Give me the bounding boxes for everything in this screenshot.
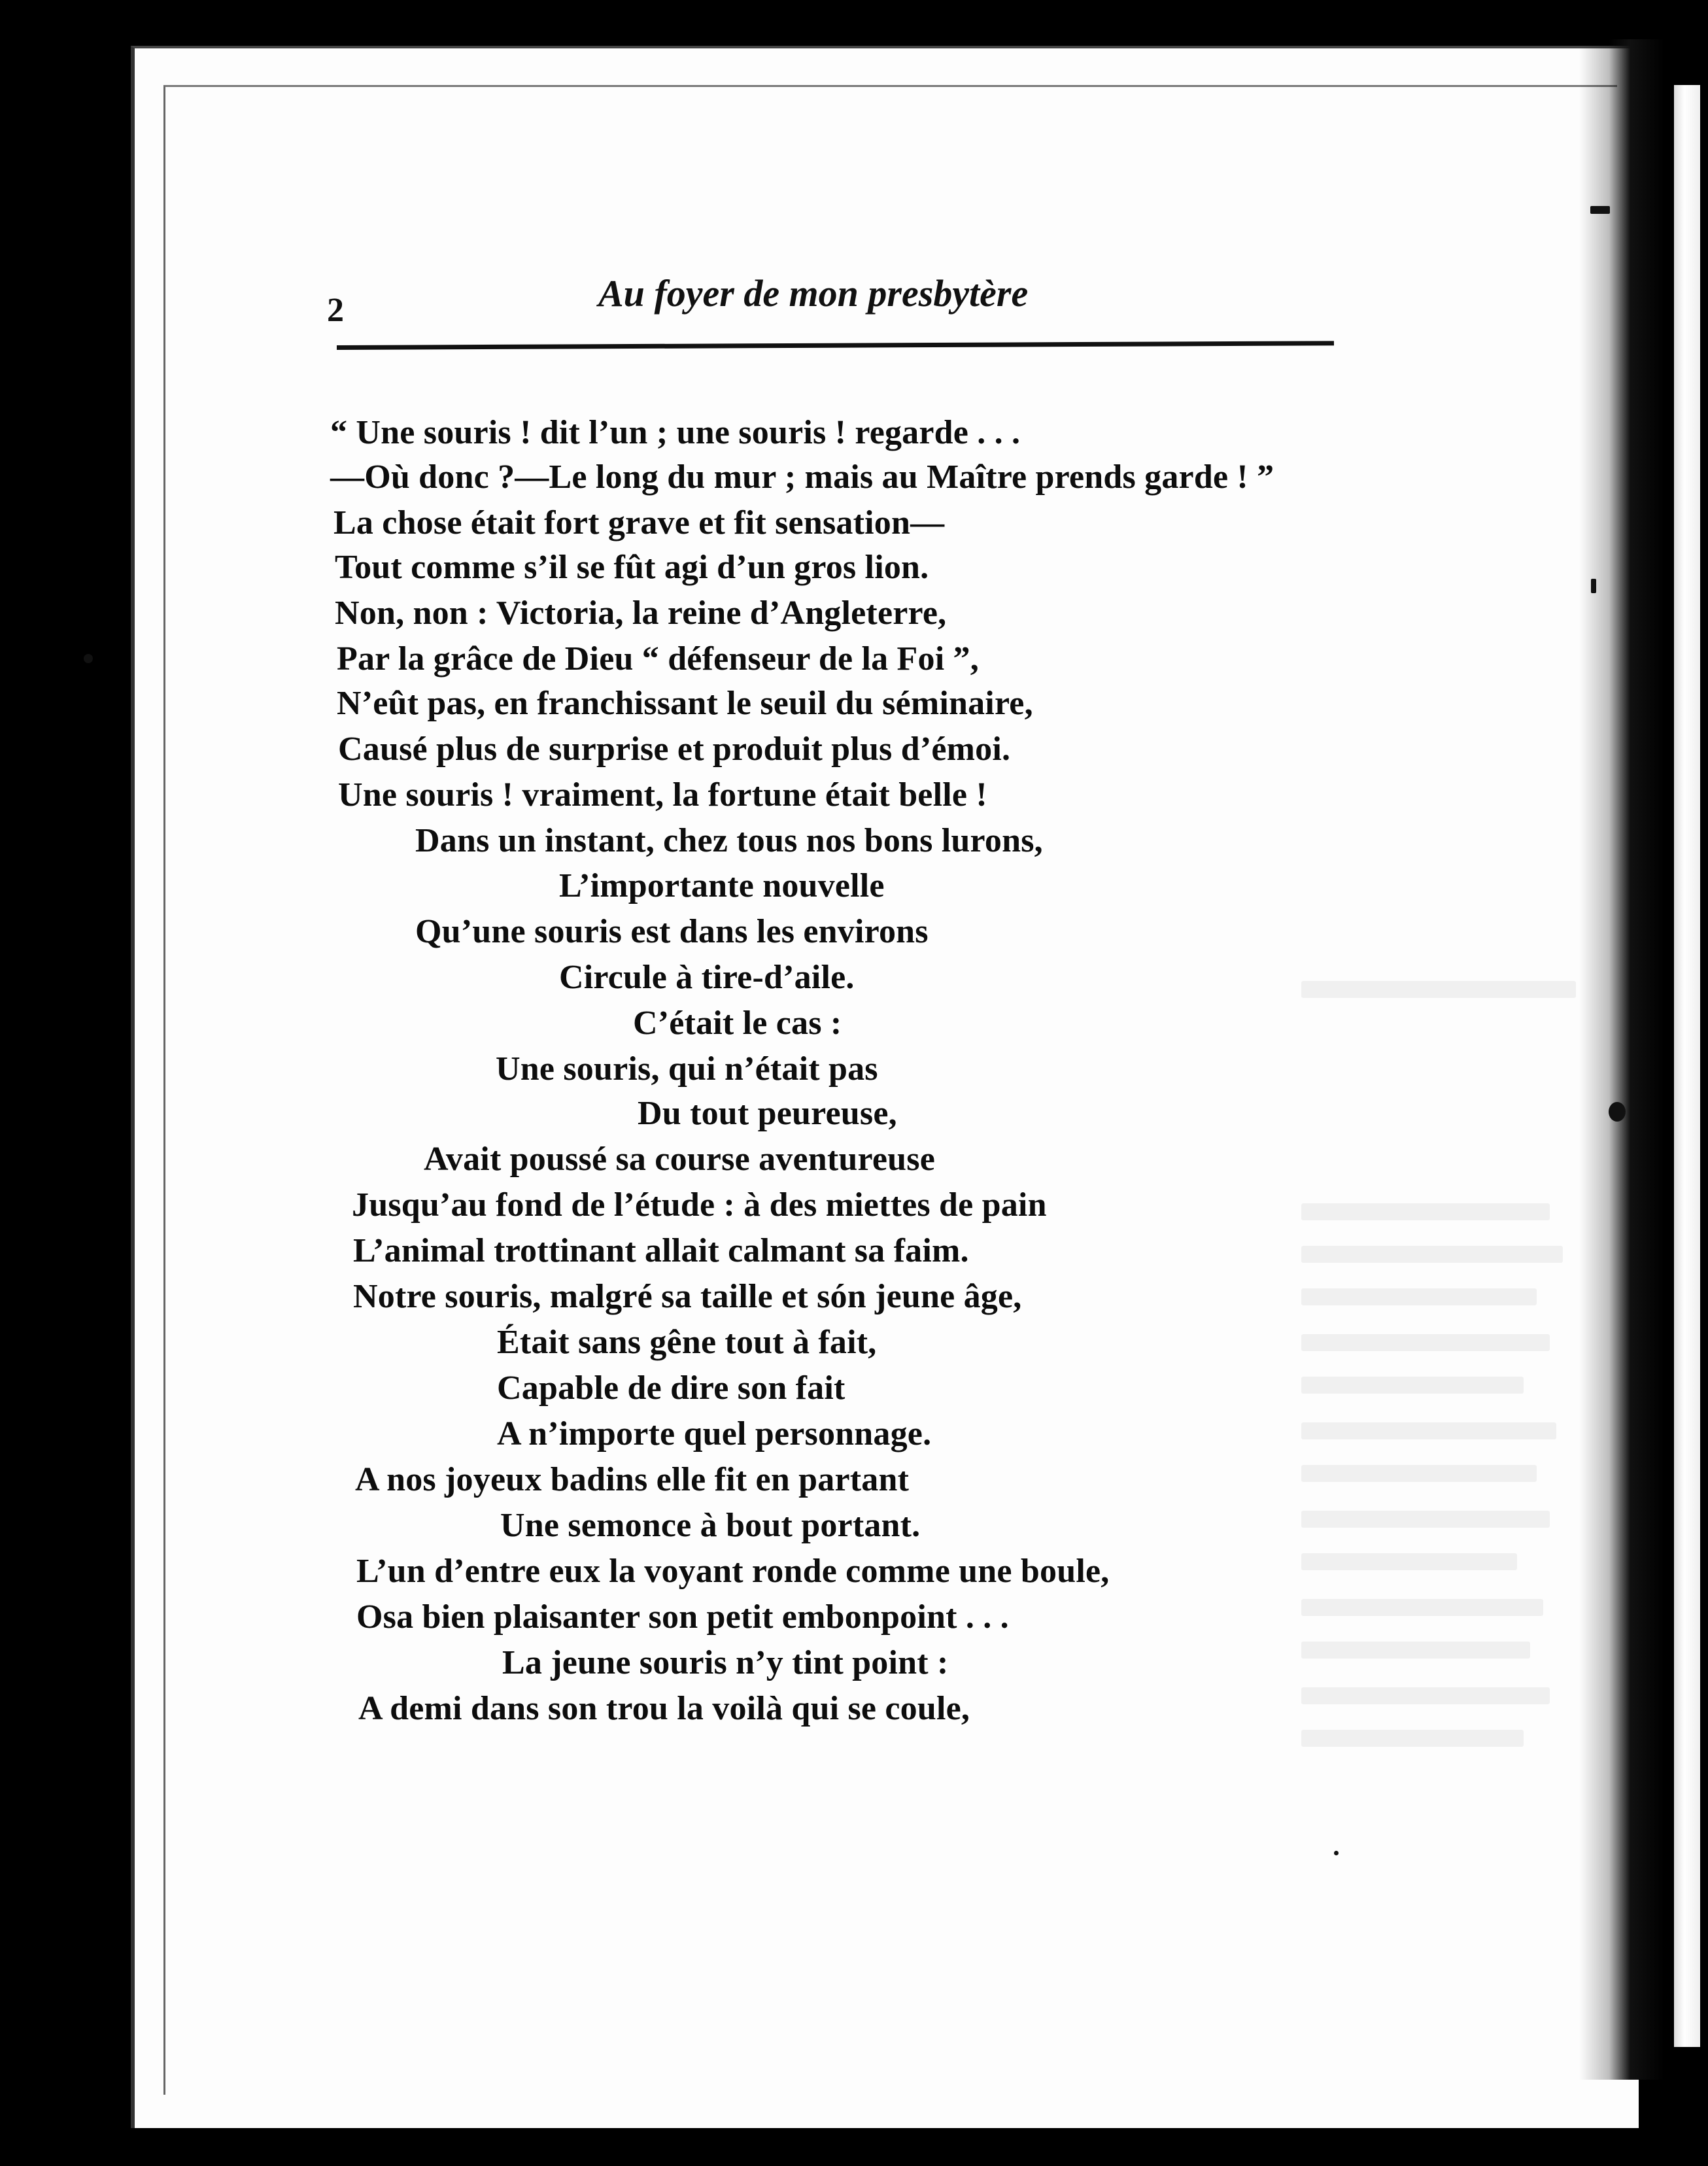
poem-line: —Où donc ?—Le long du mur ; mais au Maître prends garde ! ” — [330, 458, 1274, 496]
poem-line: La jeune souris n’y tint point : — [502, 1644, 949, 1681]
running-title: Au foyer de mon presbytère — [598, 272, 1029, 315]
poem-line: L’importante nouvelle — [559, 867, 885, 904]
poem-line: Du tout peureuse, — [638, 1095, 897, 1132]
scan-speck — [1609, 1102, 1626, 1122]
poem-line: N’eût pas, en franchissant le seuil du séminaire, — [337, 685, 1033, 722]
poem-line: Osa bien plaisanter son petit embonpoint . . . — [356, 1598, 1009, 1636]
poem-line: Une semonce à bout portant. — [500, 1507, 921, 1544]
poem-line: A nos joyeux badins elle fit en partant — [355, 1461, 910, 1498]
poem-line: “ Une souris ! dit l’un ; une souris ! regarde . . . — [330, 414, 1021, 451]
page-number: 2 — [327, 292, 344, 329]
poem-line: Notre souris, malgré sa taille et són jeune âge, — [353, 1278, 1022, 1315]
poem-line: Une souris, qui n’était pas — [496, 1050, 878, 1088]
poem-line: L’un d’entre eux la voyant ronde comme une boule, — [356, 1553, 1110, 1590]
poem-line: Avait poussé sa course aventureuse — [424, 1141, 935, 1178]
scan-speck — [1334, 1851, 1339, 1855]
scan-speck — [84, 654, 93, 663]
poem-line: Qu’une souris est dans les environs — [415, 913, 929, 950]
scan-speck — [1591, 579, 1596, 593]
poem-line: Une souris ! vraiment, la fortune était belle ! — [338, 776, 987, 814]
poem-line: Jusqu’au fond de l’étude : à des miettes de pain — [352, 1186, 1047, 1224]
poem-line: C’était le cas : — [633, 1005, 842, 1042]
poem-line: Non, non : Victoria, la reine d’Angleterre, — [335, 594, 947, 632]
poem-line: Tout comme s’il se fût agi d’un gros lion. — [335, 549, 929, 586]
poem-line: A demi dans son trou la voilà qui se coule, — [358, 1690, 970, 1727]
poem-line: Circule à tire-d’aile. — [559, 959, 855, 996]
poem-line: Était sans gêne tout à fait, — [497, 1324, 877, 1361]
poem-line: Par la grâce de Dieu “ défenseur de la Foi ”, — [337, 640, 979, 678]
poem-line: Dans un instant, chez tous nos bons lurons, — [415, 822, 1043, 859]
poem-line: Causé plus de surprise et produit plus d’émoi. — [338, 731, 1011, 768]
poem-line: Capable de dire son fait — [497, 1369, 845, 1407]
poem-line: L’animal trottinant allait calmant sa faim. — [353, 1232, 969, 1269]
scan-speck — [1590, 206, 1610, 214]
poem-line: A n’importe quel personnage. — [497, 1415, 932, 1453]
poem-line: La chose était fort grave et fit sensation— — [333, 504, 945, 542]
